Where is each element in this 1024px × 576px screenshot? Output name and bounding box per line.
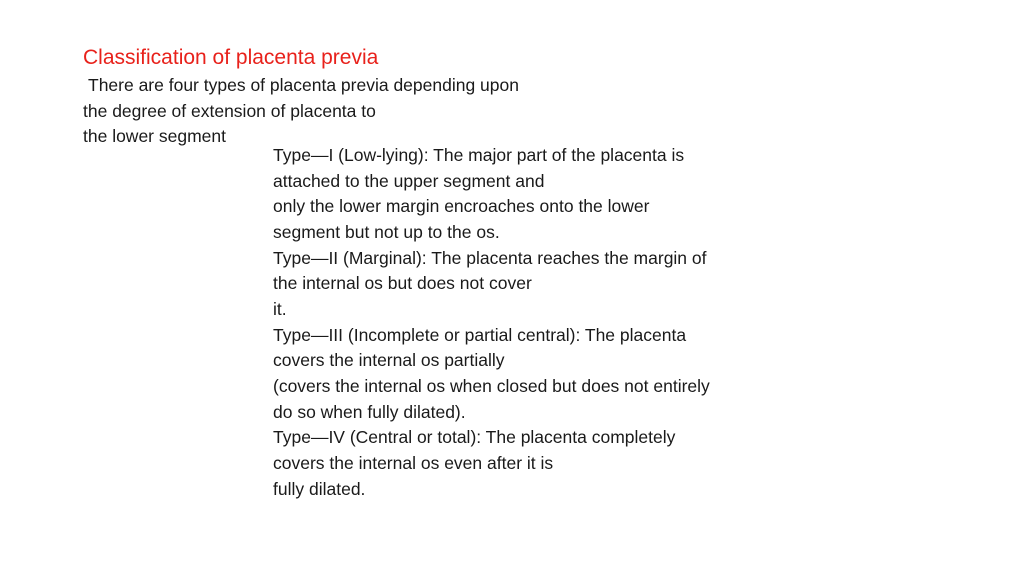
type-4-line: covers the internal os even after it is (273, 452, 554, 473)
types-description (273, 143, 710, 502)
intro-paragraph (83, 73, 519, 150)
type-2-line: Type—II (Marginal): The placenta reaches the margin of (273, 247, 707, 268)
type-3-line: (covers the internal os when closed but does not entirely (273, 375, 710, 396)
type-2-line: it. (273, 298, 287, 319)
type-1-line: segment but not up to the os. (273, 221, 500, 242)
intro-line: There are four types of placenta previa depending upon (88, 75, 519, 95)
type-1-line: only the lower margin encroaches onto the lower (273, 196, 650, 217)
slide-title: Classification of placenta previa (83, 46, 379, 69)
type-3-line: do so when fully dilated). (273, 401, 466, 422)
type-4-line: Type—IV (Central or total): The placenta completely (273, 427, 676, 448)
type-3-line: Type—III (Incomplete or partial central): The placenta (273, 324, 687, 345)
intro-line: the lower segment (83, 126, 226, 147)
type-1-line: attached to the upper segment and (273, 170, 545, 191)
type-4-line: fully dilated. (273, 478, 366, 499)
type-3-line: covers the internal os partially (273, 350, 505, 371)
intro-line: the degree of extension of placenta to (83, 100, 376, 121)
type-1-line: Type—I (Low-lying): The major part of the placenta is (273, 145, 685, 165)
type-2-line: the internal os but does not cover (273, 273, 532, 294)
